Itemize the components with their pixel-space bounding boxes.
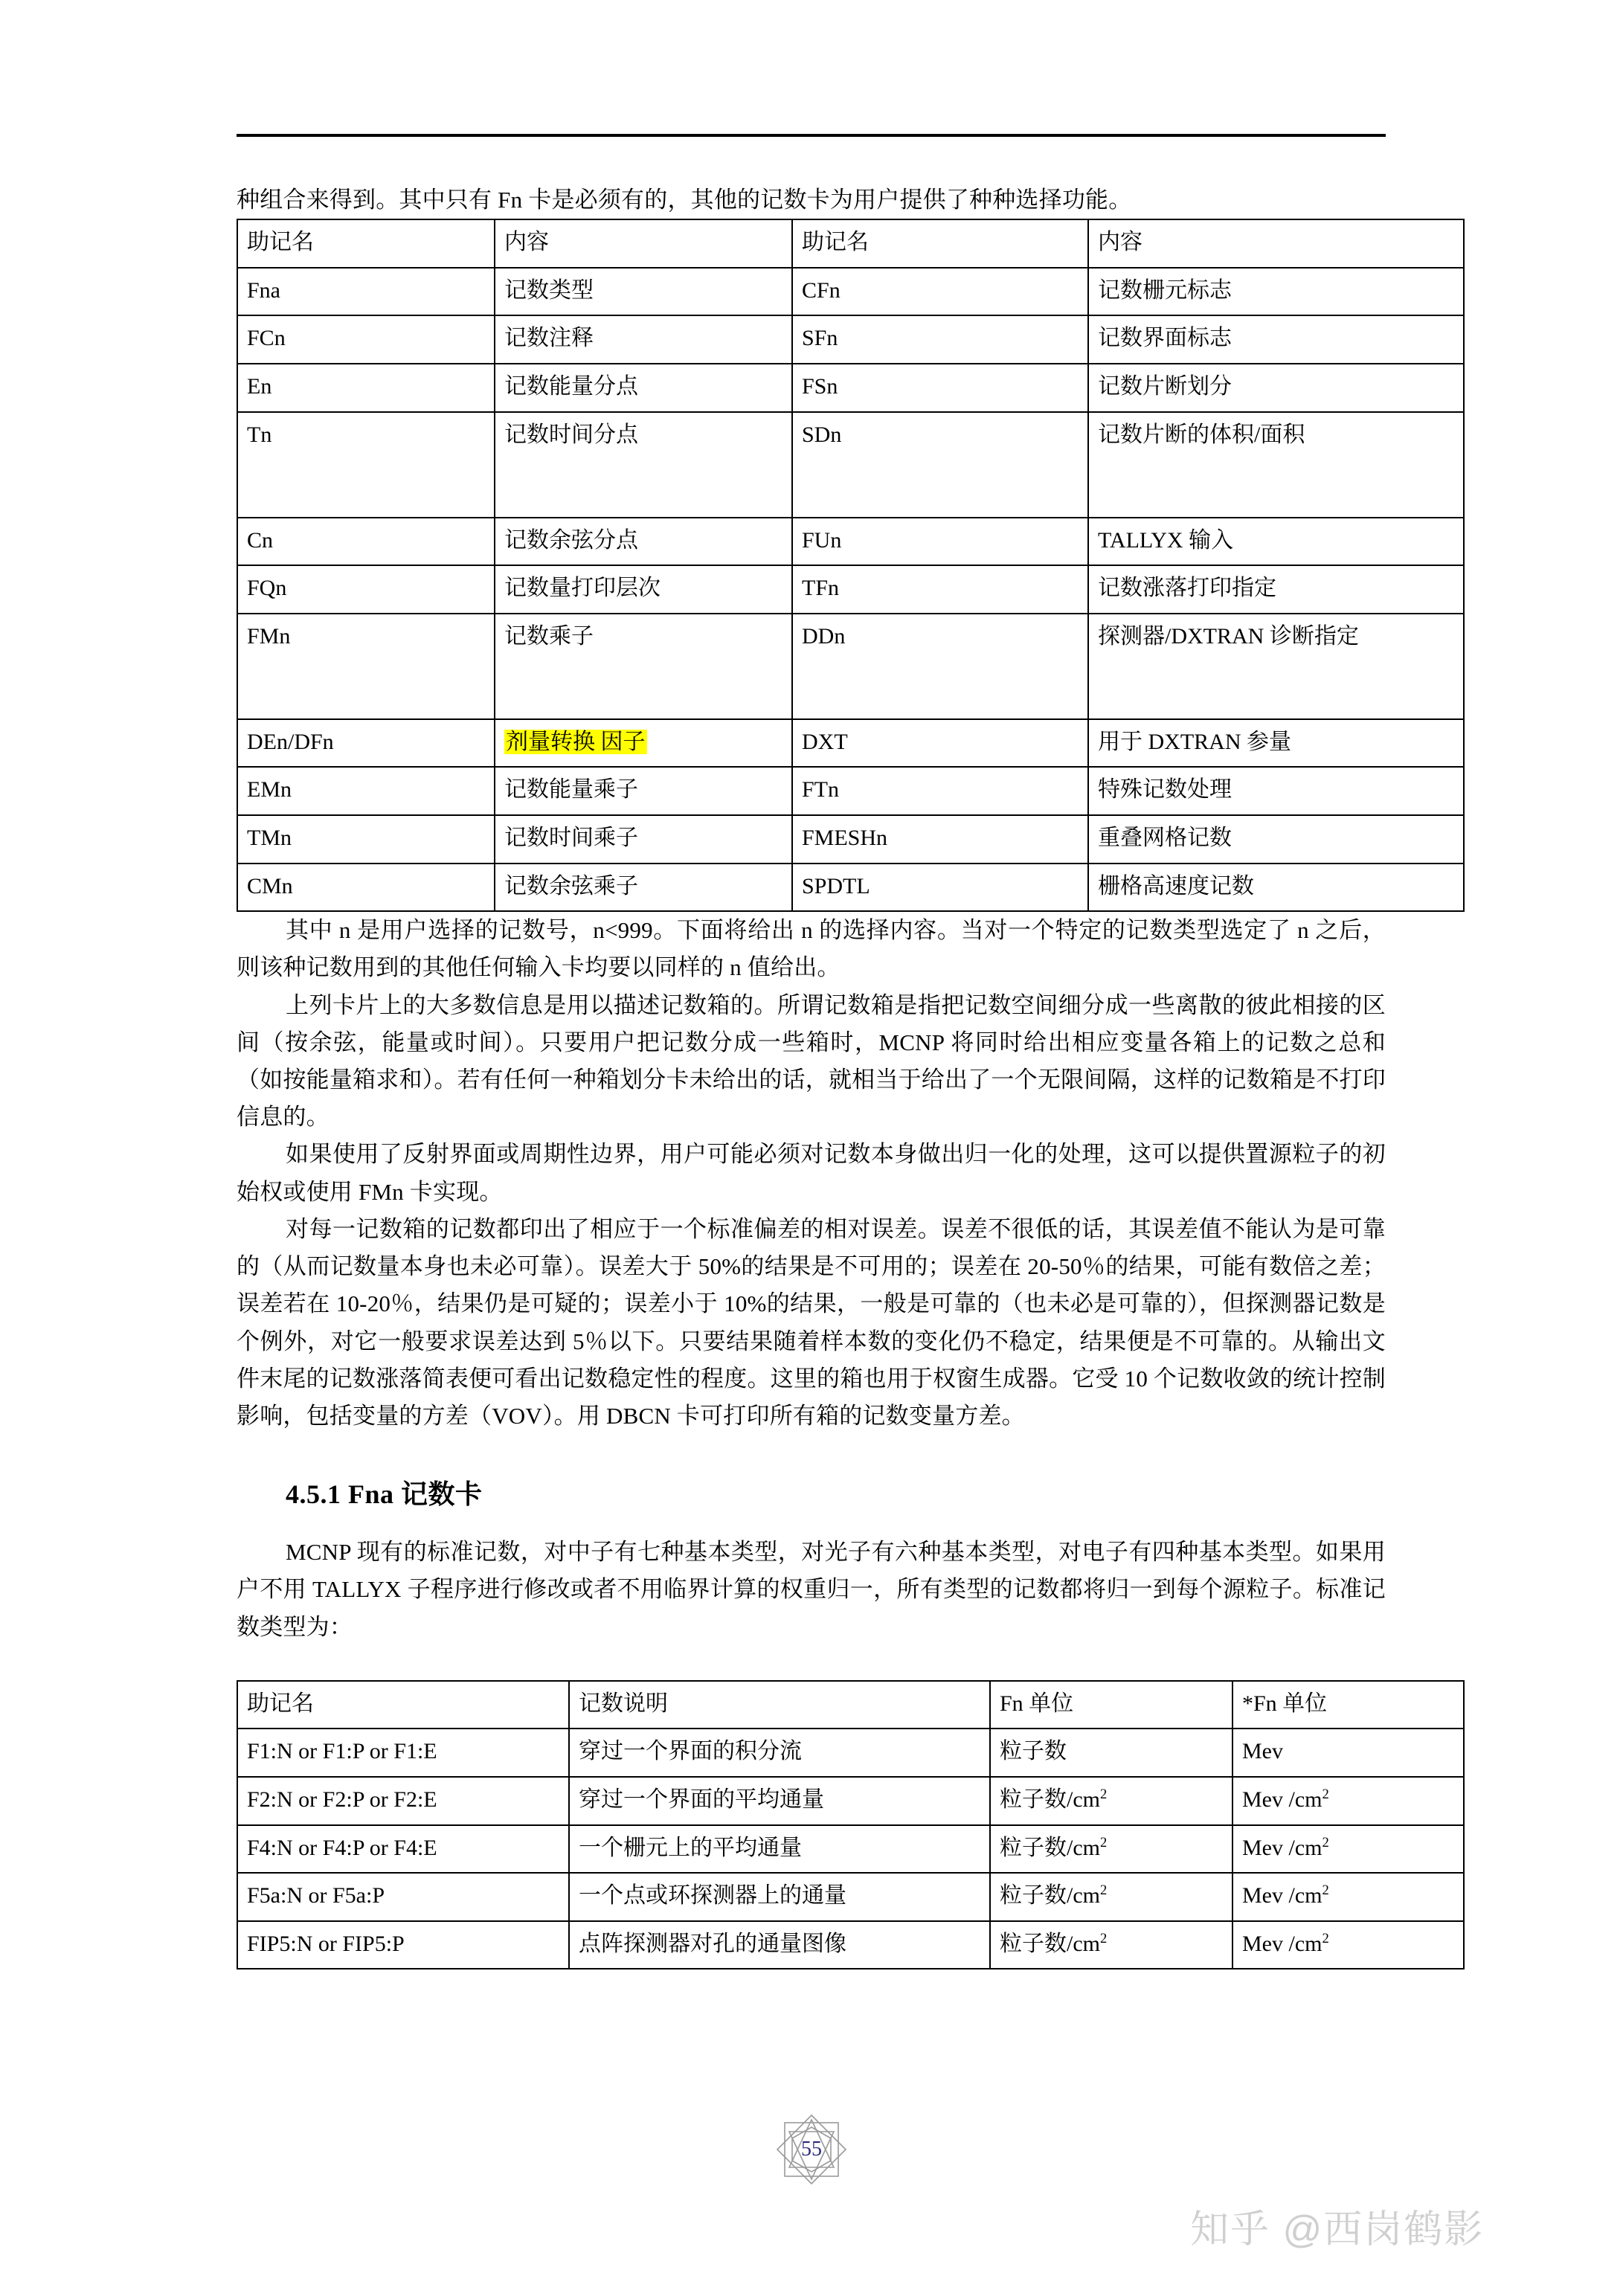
table-header-row	[237, 219, 1464, 268]
tally-cards-table-body	[237, 219, 1464, 911]
spacer	[237, 1646, 1386, 1680]
table-row	[237, 364, 1464, 412]
cell-content: 探测器/DXTRAN 诊断指定	[1088, 614, 1464, 719]
cell-mnemonic: FSn	[792, 364, 1088, 412]
unit-text: 粒子数/cm	[1000, 1835, 1100, 1860]
paragraph-standard-tallies: MCNP 现有的标准记数，对中子有七种基本类型，对光子有六种基本类型，对电子有四种基本类型。如果用户不用 TALLYX 子程序进行修改或者不用临界计算的权重归一，所有类型的记数都将归一到每个源粒子。标准记数类型为：	[237, 1539, 1386, 1640]
unit-exponent: 2	[1100, 1930, 1108, 1946]
column-header: *Fn 单位	[1232, 1681, 1464, 1729]
cell-content: 用于 DXTRAN 参量	[1088, 719, 1464, 768]
watermark-text: 知乎 @西岗鹤影	[1190, 2208, 1485, 2251]
unit-text: 粒子数	[1000, 1739, 1067, 1764]
cell-mnemonic: SPDTL	[792, 864, 1088, 912]
table-header-row	[237, 1681, 1464, 1729]
table-row	[237, 864, 1464, 912]
unit-text: 粒子数/cm	[1000, 1787, 1100, 1813]
cell-content: 记数涨落打印指定	[1088, 565, 1464, 614]
unit-text: Mev /cm	[1242, 1787, 1322, 1813]
cell-star-fn-unit	[1232, 1873, 1464, 1921]
cell-description: 穿过一个界面的积分流	[569, 1729, 990, 1777]
table-row	[237, 565, 1464, 614]
cell-mnemonic: Fna	[237, 268, 495, 316]
table-row	[237, 1729, 1464, 1777]
section-heading-451: 4.5.1 Fna 记数卡	[286, 1479, 483, 1510]
page-content	[237, 134, 1386, 1969]
cell-star-fn-unit	[1232, 1825, 1464, 1874]
intro-paragraph: 种组合来得到。其中只有 Fn 卡是必须有的，其他的记数卡为用户提供了种种选择功能。	[237, 187, 1132, 213]
unit-exponent: 2	[1100, 1882, 1108, 1899]
cell-mnemonic: CMn	[237, 864, 495, 912]
unit-exponent: 2	[1100, 1787, 1108, 1803]
column-header: 助记名	[237, 1681, 569, 1729]
table-row	[237, 518, 1464, 566]
cell-mnemonic: FTn	[792, 767, 1088, 815]
cell-mnemonic: F2:N or F2:P or F2:E	[237, 1777, 569, 1825]
cell-fn-unit	[990, 1825, 1232, 1874]
cell-mnemonic: DXT	[792, 719, 1088, 768]
unit-exponent: 2	[1322, 1834, 1329, 1850]
header-rule	[237, 134, 1386, 137]
cell-content: 记数类型	[495, 268, 792, 316]
column-header: 记数说明	[569, 1681, 990, 1729]
table-row	[237, 412, 1464, 518]
table-row	[237, 815, 1464, 864]
page-number-emblem	[773, 2111, 850, 2188]
cell-mnemonic: F1:N or F1:P or F1:E	[237, 1729, 569, 1777]
cell-fn-unit	[990, 1921, 1232, 1969]
cell-content: 重叠网格记数	[1088, 815, 1464, 864]
paragraph-relative-error: 对每一记数箱的记数都印出了相应于一个标准偏差的相对误差。误差不很低的话，其误差值不能认为是可靠的（从而记数量本身也未必可靠）。误差大于 50%的结果是不可用的；误差在 20-50％的结果，可能有数倍之差；误差若在 10-20％，结果仍是可疑的；误差小于 10%的结果，一般是可靠的（也未必是可靠的），但探测器记数是个例外，对它一般要求误差达到 5％以下。只要结果随着样本数的变化仍不稳定，结果便是不可靠的。从输出文件末尾的记数涨落简表便可看出记数稳定性的程度。这里的箱也用于权窗生成器。它受 10 个记数收敛的统计控制影响，包括变量的方差（VOV）。用 DBCN 卡可打印所有箱的记数变量方差。	[237, 1215, 1386, 1429]
unit-exponent: 2	[1322, 1882, 1329, 1899]
table-row	[237, 1873, 1464, 1921]
cell-content: 记数能量乘子	[495, 767, 792, 815]
cell-mnemonic: FMESHn	[792, 815, 1088, 864]
page-footer	[0, 2111, 1623, 2192]
cell-mnemonic: Tn	[237, 412, 495, 518]
cell-content: 记数片断的体积/面积	[1088, 412, 1464, 518]
cell-description: 穿过一个界面的平均通量	[569, 1777, 990, 1825]
cell-mnemonic: TMn	[237, 815, 495, 864]
cell-content: 记数能量分点	[495, 364, 792, 412]
unit-text: Mev /cm	[1242, 1835, 1322, 1860]
column-header: 内容	[1088, 219, 1464, 268]
cell-mnemonic: FIP5:N or FIP5:P	[237, 1921, 569, 1969]
page-number: 55	[801, 2138, 822, 2161]
unit-text: 粒子数/cm	[1000, 1883, 1100, 1908]
cell-content: 记数时间乘子	[495, 815, 792, 864]
cell-mnemonic: FCn	[237, 315, 495, 364]
table-row	[237, 614, 1464, 719]
unit-exponent: 2	[1322, 1930, 1329, 1946]
table-row	[237, 767, 1464, 815]
cell-content: 特殊记数处理	[1088, 767, 1464, 815]
cell-star-fn-unit	[1232, 1729, 1464, 1777]
unit-text: Mev	[1242, 1739, 1283, 1764]
cell-mnemonic: Cn	[237, 518, 495, 566]
cell-content-highlighted	[495, 719, 792, 768]
cell-content: 记数界面标志	[1088, 315, 1464, 364]
column-header: 助记名	[792, 219, 1088, 268]
table-row	[237, 315, 1464, 364]
paragraph-tally-bins: 上列卡片上的大多数信息是用以描述记数箱的。所谓记数箱是指把记数空间细分成一些离散的彼此相接的区间（按余弦，能量或时间）。只要用户把记数分成一些箱时，MCNP 将同时给出相应变量各箱上的记数之总和（如按能量箱求和）。若有任何一种箱划分卡未给出的话，就相当于给出了一个无限间隔，这样的记数箱是不打印信息的。	[237, 991, 1386, 1131]
cell-mnemonic: SDn	[792, 412, 1088, 518]
cell-mnemonic: FQn	[237, 565, 495, 614]
cell-mnemonic: CFn	[792, 268, 1088, 316]
cell-content: 记数注释	[495, 315, 792, 364]
standard-tally-types-table-body	[237, 1681, 1464, 1969]
cell-mnemonic: FMn	[237, 614, 495, 719]
paragraph-n-selection: 其中 n 是用户选择的记数号，n<999。下面将给出 n 的选择内容。当对一个特定的记数类型选定了 n 之后，则该种记数用到的其他任何输入卡均要以同样的 n 值给出。	[237, 917, 1386, 981]
column-header: 内容	[495, 219, 792, 268]
cell-content: 记数余弦乘子	[495, 864, 792, 912]
standard-tally-types-table	[237, 1680, 1465, 1970]
unit-exponent: 2	[1100, 1834, 1108, 1850]
cell-star-fn-unit	[1232, 1921, 1464, 1969]
tally-cards-table	[237, 219, 1465, 912]
cell-content: 记数时间分点	[495, 412, 792, 518]
cell-content: 记数栅元标志	[1088, 268, 1464, 316]
unit-text: Mev /cm	[1242, 1883, 1322, 1908]
unit-text: 粒子数/cm	[1000, 1931, 1100, 1956]
cell-mnemonic: DDn	[792, 614, 1088, 719]
column-header: 助记名	[237, 219, 495, 268]
paragraph-normalization: 如果使用了反射界面或周期性边界，用户可能必须对记数本身做出归一化的处理，这可以提供置源粒子的初始权或使用 FMn 卡实现。	[237, 1141, 1386, 1205]
cell-description: 一个点或环探测器上的通量	[569, 1873, 990, 1921]
cell-fn-unit	[990, 1777, 1232, 1825]
cell-content: 记数量打印层次	[495, 565, 792, 614]
cell-mnemonic: En	[237, 364, 495, 412]
table-row	[237, 1825, 1464, 1874]
cell-content: TALLYX 输入	[1088, 518, 1464, 566]
cell-mnemonic: TFn	[792, 565, 1088, 614]
cell-content: 记数乘子	[495, 614, 792, 719]
cell-mnemonic: SFn	[792, 315, 1088, 364]
cell-description: 一个栅元上的平均通量	[569, 1825, 990, 1874]
cell-mnemonic: F4:N or F4:P or F4:E	[237, 1825, 569, 1874]
table-row-highlighted	[237, 719, 1464, 768]
unit-exponent: 2	[1322, 1787, 1329, 1803]
table-row	[237, 1777, 1464, 1825]
cell-mnemonic: FUn	[792, 518, 1088, 566]
column-header: Fn 单位	[990, 1681, 1232, 1729]
cell-mnemonic: EMn	[237, 767, 495, 815]
cell-fn-unit	[990, 1873, 1232, 1921]
table-row	[237, 1921, 1464, 1969]
unit-text: Mev /cm	[1242, 1931, 1322, 1956]
table-row	[237, 268, 1464, 316]
cell-content: 栅格高速度记数	[1088, 864, 1464, 912]
cell-mnemonic: DEn/DFn	[237, 719, 495, 768]
cell-star-fn-unit	[1232, 1777, 1464, 1825]
cell-content: 记数余弦分点	[495, 518, 792, 566]
cell-description: 点阵探测器对孔的通量图像	[569, 1921, 990, 1969]
highlight-mark: 剂量转换 因子	[506, 729, 646, 754]
cell-mnemonic: F5a:N or F5a:P	[237, 1873, 569, 1921]
cell-content: 记数片断划分	[1088, 364, 1464, 412]
cell-fn-unit	[990, 1729, 1232, 1777]
